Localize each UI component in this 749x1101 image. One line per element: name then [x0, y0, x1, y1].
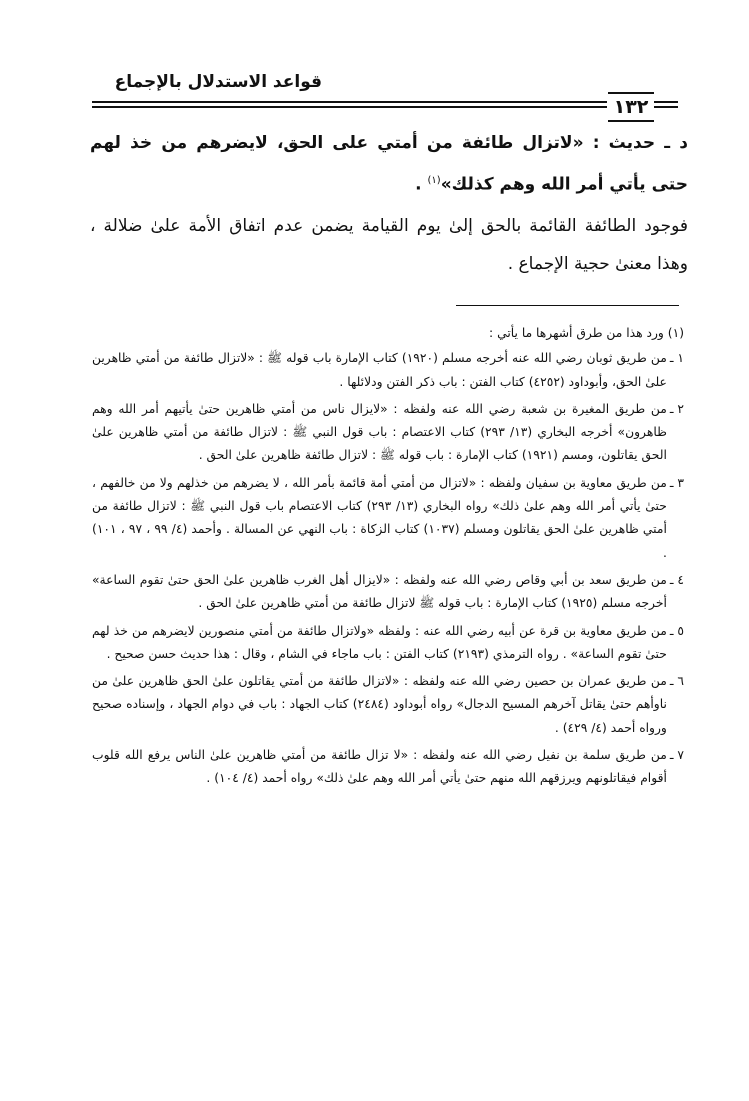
footnote-item-number: ٧ ـ [669, 748, 684, 763]
header-rule [92, 101, 607, 103]
footnote-item-text: من طريق معاوية بن قرة عن أبيه رضي الله عنه : ولفظه «ولاتزال طائفة من أمتي منصورين لايضرهم من خذ لهم حتىٰ تقوم الساعة» . رواه الترمذي (٢١٩٣) كتاب الفتن : باب ماجاء في الشام ، وقال : هذا حديث حسن صحيح . [92, 623, 667, 661]
footnote-reference[interactable]: (١) [427, 175, 441, 186]
footnote-item-text: من طريق معاوية بن سفيان ولفظه : «لاتزال من أمتي أمة قائمة بأمر الله ، لا يضرهم من خذلهم ولا من خالفهم ، حتىٰ يأتي أمر الله وهم علىٰ ذلك» رواه البخاري (١٣/ ٢٩٣) كتاب الاعتصام باب قول النبي ﷺ : لاتزال طائفة من أمتي ظاهرين علىٰ الحق يقاتلون ومسلم (١٠٣٧) كتاب الزكاة : باب النهي عن المسالة . وأحمد (٤/ ٩٩ ، ٩٧ ، ١٠١) . [92, 475, 667, 560]
footnote-item [92, 569, 684, 616]
header-rule-tail [654, 106, 678, 108]
footnote-item [92, 472, 684, 565]
footnote-item-text: من طريق المغيرة بن شعبة رضي الله عنه ولفظه : «لايزال ناس من أمتي ظاهرين حتىٰ يأتيهم أمر الله وهم ظاهرون» أخرجه البخاري (١٣/ ٢٩٣) كتاب الاعتصام : باب قول النبي ﷺ : لاتزال طائفة من أمتي ظاهرين علىٰ الحق يقاتلون، ومسم (١٩٢١) كتاب الإمارة : باب قوله ﷺ : لاتزال طائفة ظاهرين علىٰ الحق . [92, 401, 667, 463]
footnote-intro: (١) ورد هذا من طرق أشهرها ما يأتي : [489, 326, 684, 340]
header-rule [92, 106, 607, 108]
footnote-item-number: ٤ ـ [669, 572, 684, 587]
footnote-item-text: من طريق سعد بن أبي وقاص رضي الله عنه ولفظه : «لايزال أهل الغرب ظاهرين علىٰ الحق حتىٰ تقوم الساعة» أخرجه مسلم (١٩٢٥) كتاب الإمارة : باب قوله ﷺ لاتزال طائفة من أمتي ظاهرين علىٰ الحق . [92, 572, 667, 611]
footnote-item-number: ١ ـ [669, 351, 684, 366]
footnote-separator [456, 305, 679, 306]
footnote-item-number: ٥ ـ [669, 623, 684, 638]
header-rule-tail [654, 101, 678, 103]
footnote-item [92, 620, 684, 667]
footnote-item-number: ٦ ـ [669, 674, 684, 689]
conclusion-paragraph: فوجود الطائفة القائمة بالحق إلىٰ يوم القيامة يضمن عدم اتفاق الأمة علىٰ ضلالة ، وهذا معنىٰ حجية الإجماع . [90, 216, 688, 274]
hadith-text: «لاتزال طائفة من أمتي على الحق، لايضرهم من خذ لهم حتى يأتي أمر الله وهم كذلك» [90, 133, 688, 195]
footnote-item-text: من طريق عمران بن حصين رضي الله عنه ولفظه : «لاتزال طائفة من أمتي يقاتلون علىٰ الحق ظاهرين علىٰ من ناوأهم حتىٰ يقاتل آخرهم المسيح الدجال» رواه أبوداود (٢٤٨٤) كتاب الجهاد : باب في دوام الجهاد ، وإسناده صحيح ورواه أحمد (٤/ ٤٢٩) . [92, 674, 667, 735]
footnote-item [92, 744, 684, 791]
footnote-item-text: من طريق ثوبان رضي الله عنه أخرجه مسلم (١٩٢٠) كتاب الإمارة باب قوله ﷺ : «لاتزال طائفة من أمتي ظاهرين علىٰ الحق، وأبوداود (٤٢٥٢) كتاب الفتن : باب ذكر الفتن ودلائلها . [92, 351, 667, 389]
footnote-item [92, 347, 684, 394]
hadith-label: د ـ حديث : [583, 133, 688, 153]
page-number: ١٣٢ [608, 92, 654, 122]
footnote-item-number: ٣ ـ [669, 475, 684, 490]
footnote-item-text: من طريق سلمة بن نفيل رضي الله عنه ولفظه : «لا تزال طائفة من أمتي ظاهرين علىٰ الناس يرفع الله قلوب أقوام فيقاتلونهم ويرزقهم الله منهم حتىٰ يأتي أمر الله وهم علىٰ ذلك» رواه أحمد (٤/ ١٠٤) . [92, 748, 667, 786]
footnote-item [92, 398, 684, 468]
footnote-item [92, 670, 684, 740]
hadith-end: . [415, 174, 428, 195]
hadith-paragraph [90, 124, 688, 204]
footnotes [92, 322, 684, 795]
running-title: قواعد الاستدلال بالإجماع [114, 72, 322, 92]
footnote-item-number: ٢ ـ [669, 401, 684, 416]
